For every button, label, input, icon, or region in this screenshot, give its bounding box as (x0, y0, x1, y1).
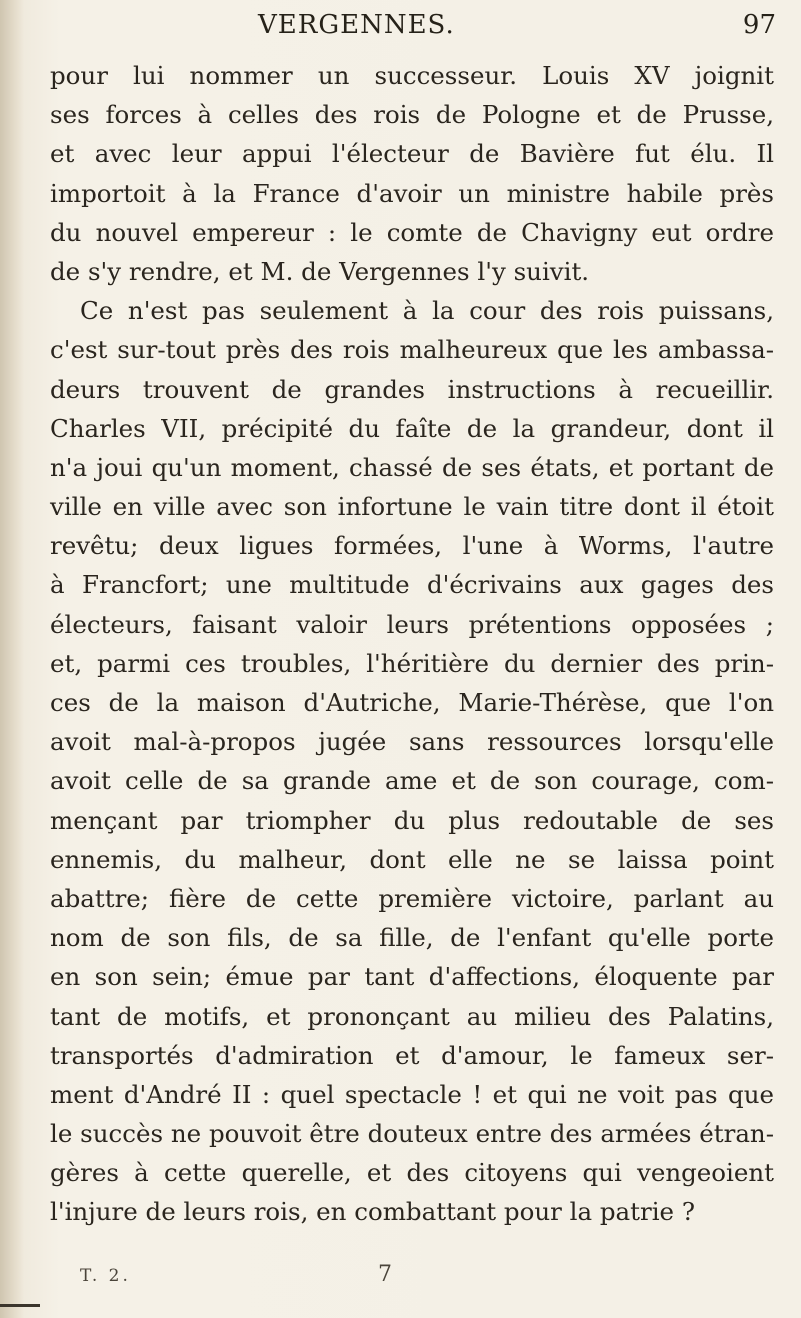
text-line: ville en ville avec son infortune le vain titre dont il étoit (50, 492, 774, 522)
text-line: l'injure de leurs rois, en combattant pour la patrie ? (50, 1197, 695, 1227)
text-line: n'a joui qu'un moment, chassé de ses états, et portant de (50, 452, 774, 482)
gathering-mark: 7 (378, 1262, 392, 1287)
text-line: c'est sur-tout près des rois malheureux que les ambassa- (50, 335, 774, 365)
text-line: deurs trouvent de grandes instructions à recueillir. (50, 374, 774, 404)
text-line: gères à cette querelle, et des citoyens qui vengeoient (50, 1158, 774, 1188)
signature-mark: T. 2. (80, 1266, 131, 1286)
text-line: et avec leur appui l'électeur de Bavière fut élu. Il (50, 139, 774, 169)
page-edge-mark (0, 1304, 40, 1307)
text-line: mençant par triompher du plus redoutable de ses (50, 805, 774, 835)
page-number: 97 (742, 10, 776, 40)
text-line: tant de motifs, et prononçant au milieu des Palatins, (50, 1001, 774, 1031)
text-line: pour lui nommer un successeur. Louis XV joignit (50, 61, 774, 90)
text-line: à Francfort; une multitude d'écrivains aux gages des (50, 570, 774, 600)
text-line: de s'y rendre, et M. de Vergennes l'y suivit. (50, 256, 590, 286)
text-line: avoit celle de sa grande ame et de son courage, com- (50, 766, 774, 796)
text-line: ennemis, du malheur, dont elle ne se laissa point (50, 844, 774, 874)
text-line: ces de la maison d'Autriche, Marie-Thérèse, que l'on (50, 688, 774, 717)
body-text (50, 56, 774, 1232)
text-line: transportés d'admiration et d'amour, le fameux ser- (50, 1040, 774, 1070)
text-line: Charles VII, précipité du faîte de la grandeur, dont il (50, 413, 774, 443)
running-head (258, 10, 798, 46)
text-line: le succès ne pouvoit être douteux entre des armées étran- (50, 1119, 774, 1149)
text-line: abattre; fière de cette première victoire, parlant au (50, 883, 774, 913)
running-head-title: VERGENNES. (258, 10, 455, 40)
text-line: revêtu; deux ligues formées, l'une à Worms, l'autre (50, 531, 774, 561)
text-line: nom de son fils, de sa fille, de l'enfant qu'elle porte (50, 923, 774, 953)
text-line: avoit mal-à-propos jugée sans ressources lorsqu'elle (50, 727, 774, 757)
text-line: en son sein; émue par tant d'affections, éloquente par (50, 962, 774, 992)
page-gutter (0, 0, 24, 1318)
text-line: du nouvel empereur : le comte de Chavigny eut ordre (50, 217, 774, 247)
text-line: ses forces à celles des rois de Pologne et de Prusse, (50, 100, 774, 130)
text-line: et, parmi ces troubles, l'héritière du dernier des prin- (50, 648, 774, 678)
text-line: importoit à la France d'avoir un ministre habile près (50, 178, 774, 208)
text-line: électeurs, faisant valoir leurs prétentions opposées ; (50, 609, 774, 639)
text-line: ment d'André II : quel spectacle ! et qui ne voit pas que (50, 1079, 774, 1109)
text-line: Ce n'est pas seulement à la cour des rois puissans, (80, 296, 774, 326)
